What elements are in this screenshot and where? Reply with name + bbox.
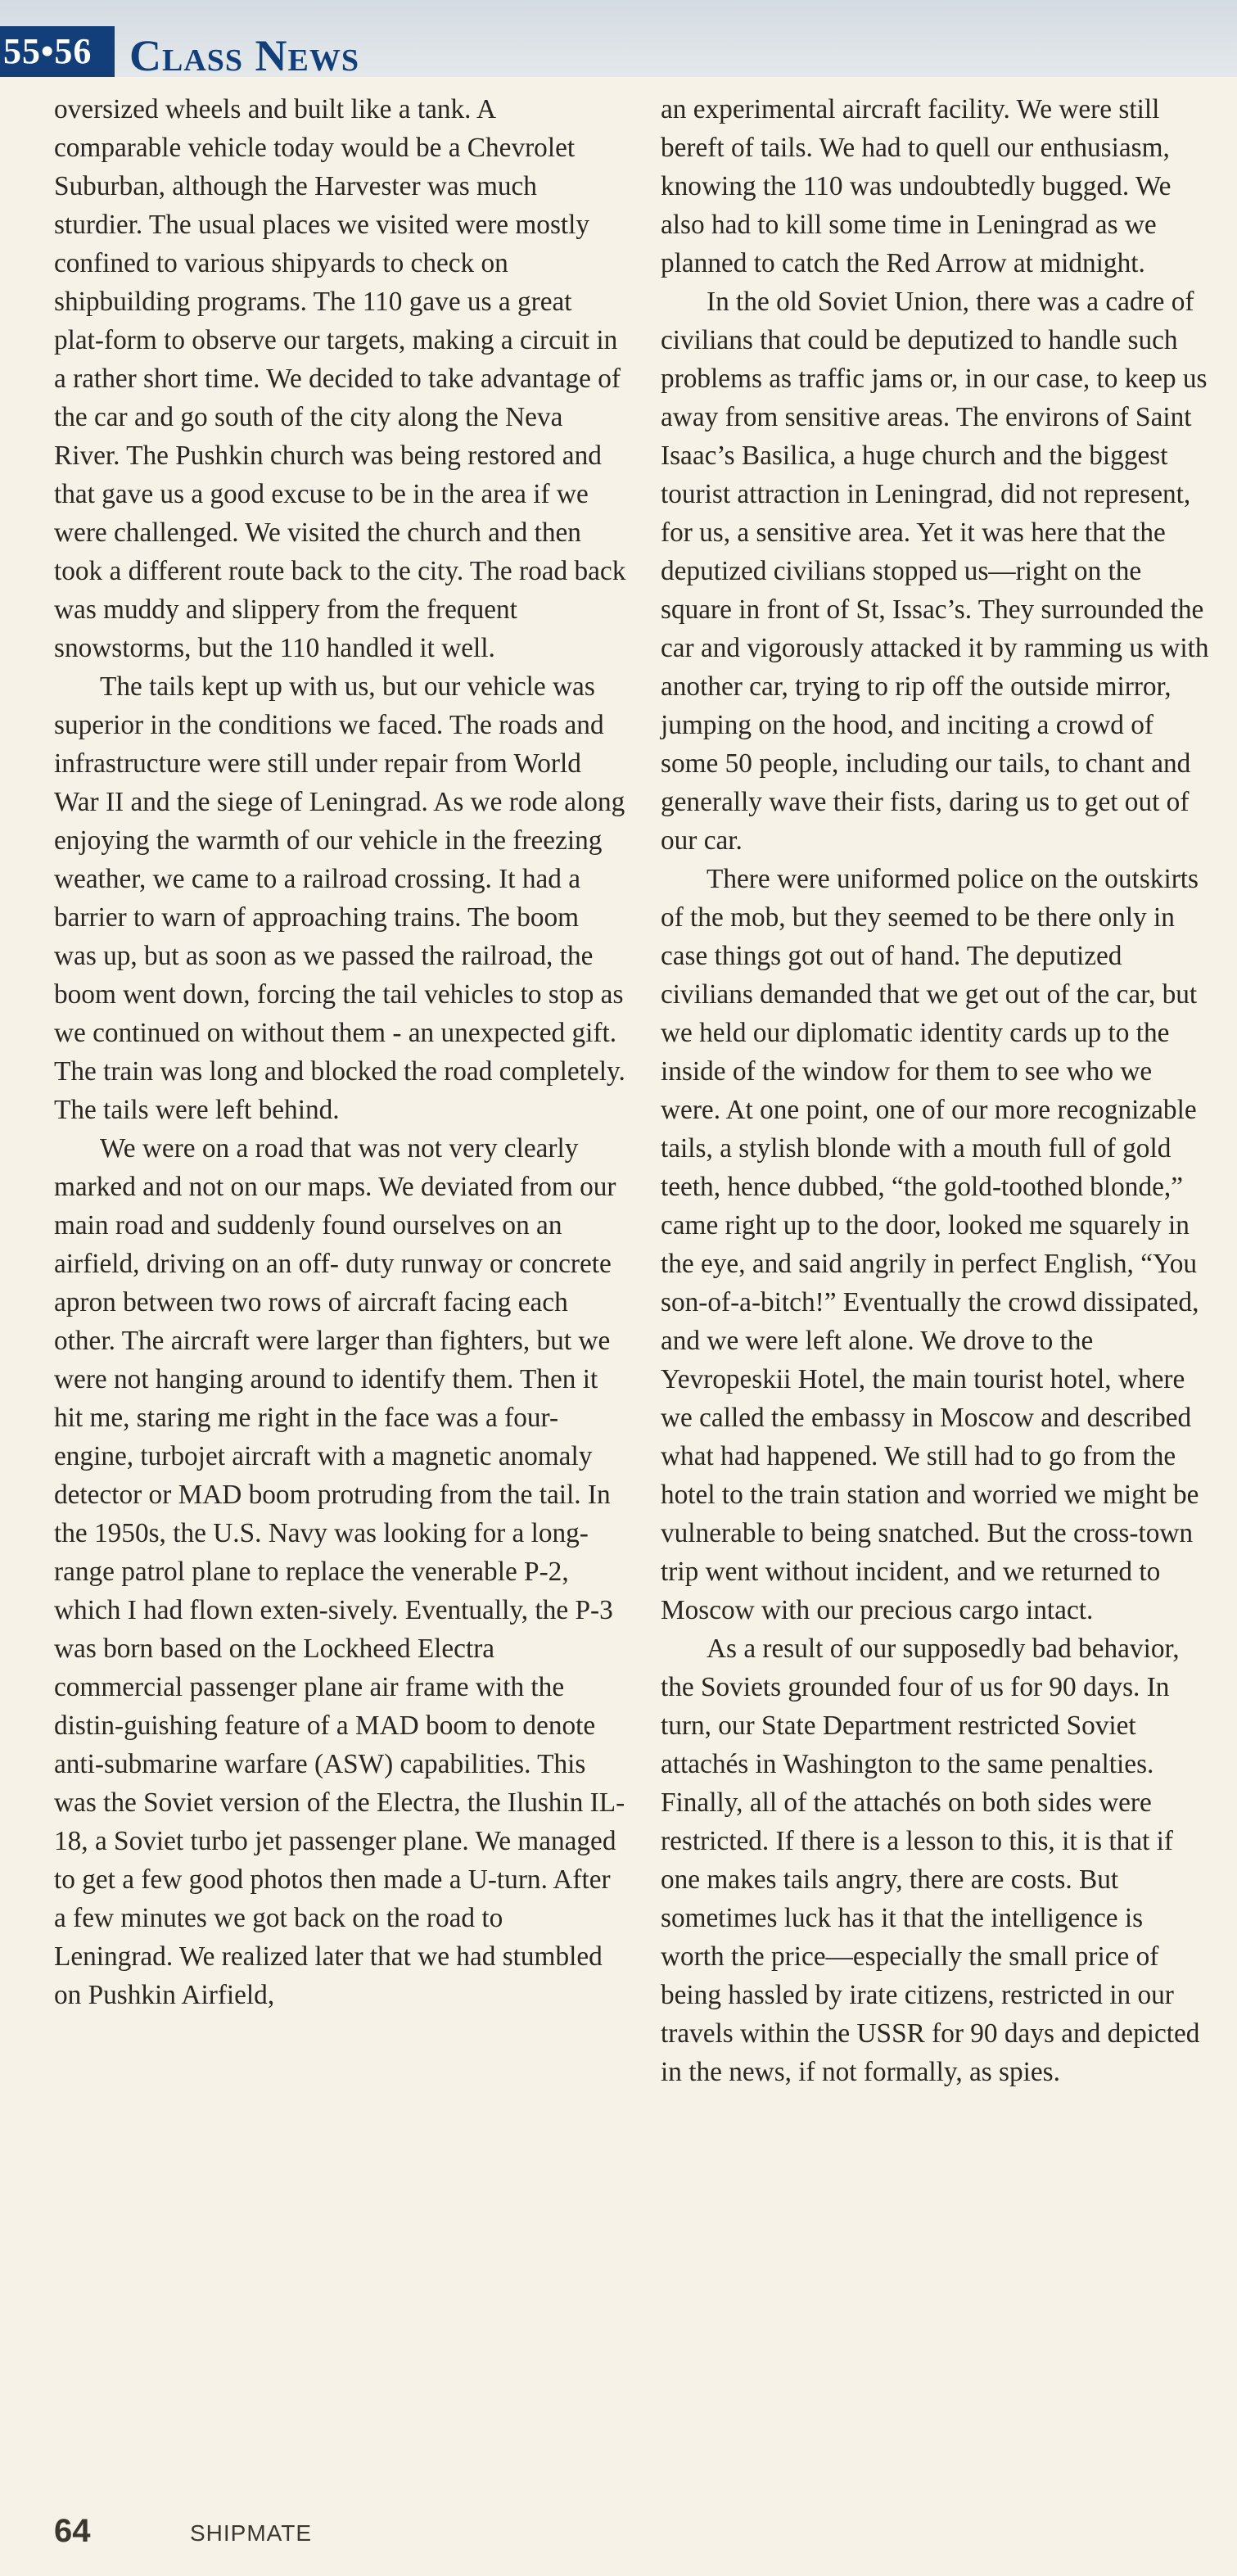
article-paragraph: There were uniformed police on the outskirts of the mob, but they seemed to be there only in case things got out of hand. The deputized civilians demanded that we get out of the car, but we held our diplomatic identity cards up to the inside of the window for them to see who we were. At one point, one of our more recognizable tails, a stylish blonde with a mouth full of gold teeth, hence dubbed, “the gold-toothed blonde,” came right up to the door, looked me squarely in the eye, and said angrily in perfect English, “You son-of-a-bitch!” Eventually the crowd dissipated, and we were left alone. We drove to the Yevropeskii Hotel, the main tourist hotel, where we called the embassy in Moscow and described what had happened. We still had to go from the hotel to the train station and worried we might be vulnerable to being snatched. But the cross-town trip went without incident, and we returned to Moscow with our precious cargo intact. bbox=[661, 864, 1199, 1625]
article-paragraph: We were on a road that was not very clearly marked and not on our maps. We deviated from our main road and suddenly found ourselves on an airfield, driving on an off- duty runway or concrete apron between two rows of aircraft facing each other. The aircraft were larger than fighters, but we were not hanging around to identify them. Then it hit me, staring me right in the face was a four-engine, turbojet aircraft with a magnetic anomaly detector or MAD boom protruding from the tail. In the 1950s, the U.S. Navy was looking for a long-range patrol plane to replace the venerable P-2, which I had flown exten-sively. Eventually, the P-3 was born based on the Lockheed Electra commercial passenger plane air frame with the distin-guishing feature of a MAD boom to denote anti-submarine warfare (ASW) capabilities. This was the Soviet version of the Electra, the Ilushin IL-18, a Soviet turbo jet passenger plane. We managed to get a few good photos then made a U-turn. After a few minutes we got back on the road to Leningrad. We realized later that we had stumbled on Pushkin Airfield, bbox=[54, 1133, 625, 2010]
class-year-badge: 55•56 bbox=[0, 26, 115, 77]
publication-name: SHIPMATE bbox=[190, 2520, 313, 2546]
article-paragraph: an experimental aircraft facility. We were still bereft of tails. We had to quell our enthusiasm, knowing the 110 was undoubtedly bugged. We also had to kill some time in Leningrad as we planned to catch the Red Arrow at midnight. bbox=[661, 94, 1172, 278]
article-paragraph: In the old Soviet Union, there was a cadre of civilians that could be deputized to handle such problems as traffic jams or, in our case, to keep us away from sensitive areas. The environs of Saint Isaac’s Basilica, a huge church and the biggest tourist attraction in Leningrad, did not represent, for us, a sensitive area. Yet it was here that the deputized civilians stopped us—right on the square in front of St, Issac’s. They surrounded the car and vigorously attacked it by ramming us with another car, trying to rip off the outside mirror, jumping on the hood, and inciting a crowd of some 50 people, including our tails, to chant and generally wave their fists, daring us to get out of our car. bbox=[661, 287, 1209, 856]
article-paragraph: The tails kept up with us, but our vehicle was superior in the conditions we faced. The roads and infrastructure were still under repair from World War II and the siege of Leningrad. As we rode along enjoying the warmth of our vehicle in the freezing weather, we came to a railroad crossing. It had a barrier to warn of approaching trains. The boom was up, but as soon as we passed the railroad, the boom went down, forcing the tail vehicles to stop as we continued on without them - an unexpected gift. The train was long and blocked the road completely. The tails were left behind. bbox=[54, 671, 625, 1125]
article-column-left bbox=[54, 90, 627, 2014]
page-number: 64 bbox=[54, 2513, 91, 2549]
article-paragraph: oversized wheels and built like a tank. A comparable vehicle today would be a Chevrolet Suburban, although the Harvester was much sturdier. The usual places we visited were mostly confined to various shipyards to check on shipbuilding programs. The 110 gave us a great plat-form to observe our targets, making a circuit in a rather short time. We decided to take advantage of the car and go south of the city along the Neva River. The Pushkin church was being restored and that gave us a good excuse to be in the area if we were challenged. We visited the church and then took a different route back to the city. The road back was muddy and slippery from the frequent snowstorms, but the 110 handled it well. bbox=[54, 94, 626, 663]
article-column-right bbox=[661, 90, 1213, 2091]
article-paragraph: As a result of our supposedly bad behavior, the Soviets grounded four of us for 90 days. In turn, our State Department restricted Soviet attachés in Washington to the same penalties. Finally, all of the attachés on both sides were restricted. If there is a lesson to this, it is that if one makes tails angry, there are costs. But sometimes luck has it that the intelligence is worth the price—especially the small price of being hassled by irate citizens, restricted in our travels within the USSR for 90 days and depicted in the news, if not formally, as spies. bbox=[661, 1634, 1200, 2087]
section-title: Class News bbox=[129, 31, 360, 80]
